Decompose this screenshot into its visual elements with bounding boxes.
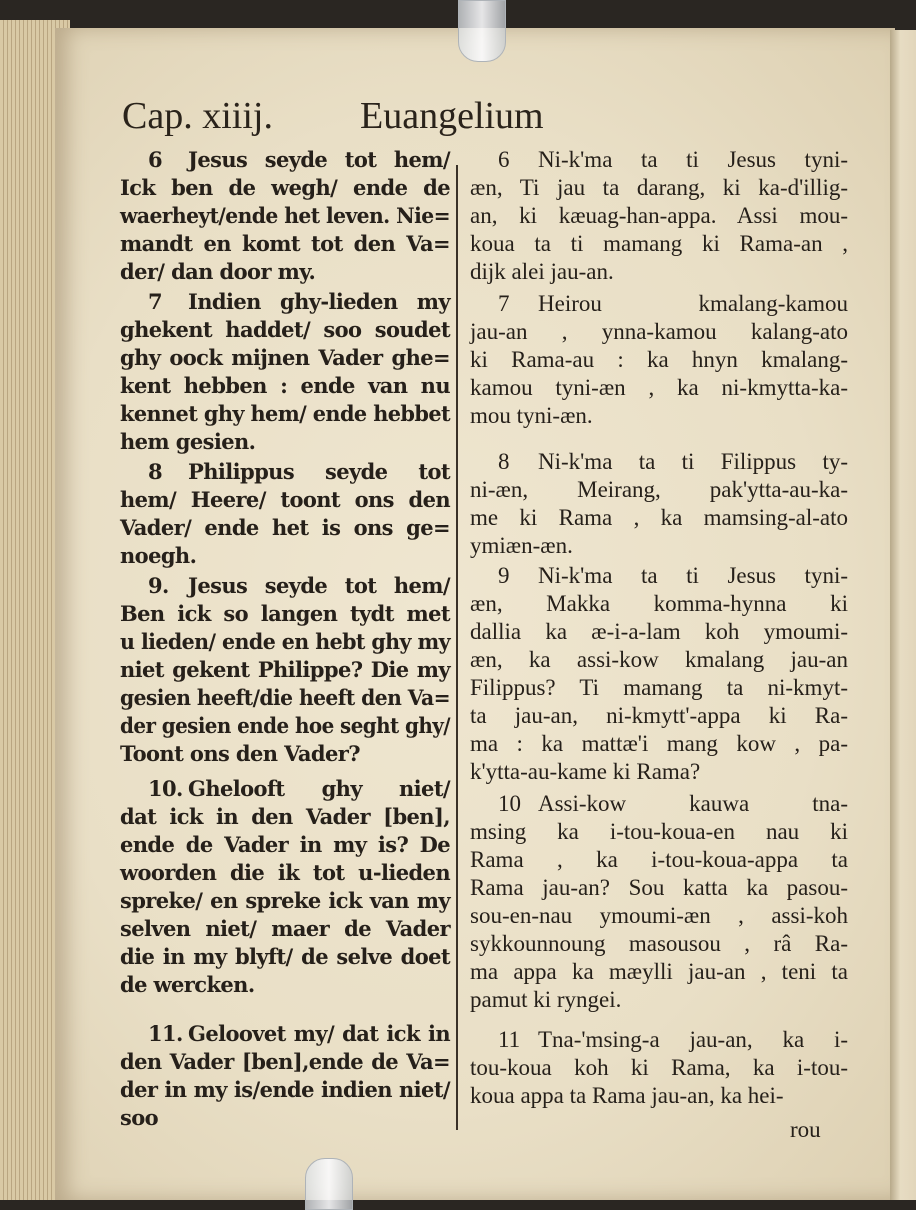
- text-line: koua ta ti mamang ki Rama-an ,: [470, 231, 848, 256]
- text-line: [120, 146, 450, 174]
- text-line: [120, 775, 450, 803]
- text-line: ende de Vader in my is? De: [120, 832, 450, 857]
- verse-number: 8: [498, 449, 510, 474]
- text-line: Ick ben de wegh/ ende de: [120, 175, 450, 200]
- text-line: noegh.: [120, 543, 197, 568]
- verse-number: 8: [148, 459, 163, 484]
- text-line: ghekent haddet/ soo soudet: [120, 317, 450, 342]
- verse-text: Indien ghy-lieden my: [188, 289, 450, 314]
- verse-7-formosan: [470, 290, 848, 430]
- text-line: de wercken.: [120, 972, 255, 997]
- text-line: æn, Makka komma-hynna ki: [470, 591, 848, 616]
- text-line: [120, 1020, 450, 1048]
- text-line: an, ki kæuag-han-appa. Assi mou-: [470, 203, 848, 228]
- verse-number: 6: [498, 147, 510, 172]
- text-line: k'ytta-au-kame ki Rama?: [470, 759, 701, 784]
- verse-text: Geloovet my/ dat ick in: [188, 1021, 450, 1046]
- text-line: Rama , ka i-tou-koua-appa ta: [470, 847, 848, 872]
- verse-11-dutch: [120, 1020, 450, 1132]
- verse-text: Jesus seyde tot hem/: [188, 573, 450, 598]
- verse-10-dutch: [120, 775, 450, 999]
- text-line: selven niet/ maer de Vader: [120, 916, 450, 941]
- text-line: sykkounnoung masousou , râ Ra-: [470, 931, 848, 956]
- column-divider: [456, 165, 458, 1130]
- text-line: ni-æn, Meirang, pak'ytta-au-ka-: [470, 477, 848, 502]
- text-line: mandt en komt tot den Va=: [120, 231, 450, 256]
- verse-6-dutch: [120, 146, 450, 286]
- text-line: jau-an , ynna-kamou kalang-ato: [470, 319, 848, 344]
- verse-8-formosan: [470, 448, 848, 560]
- text-line: æn, Ti jau ta darang, ki ka-d'illig-: [470, 175, 848, 200]
- text-line: der/ dan door my.: [120, 259, 316, 284]
- text-line: woorden die ik tot u-lieden: [120, 860, 450, 885]
- verse-text: Ni-k'ma ta ti Jesus tyni-: [538, 563, 848, 588]
- text-line: u lieden/ ende en hebt ghy my: [120, 629, 450, 654]
- page-clip-bottom: [305, 1158, 353, 1210]
- text-line: [470, 290, 848, 318]
- text-line: hem/ Heere/ toont ons den: [120, 487, 450, 512]
- text-line: tou-koua koh ki Rama, ka i-tou-: [470, 1055, 848, 1080]
- text-line: Rama jau-an? Sou katta ka pasou-: [470, 875, 848, 900]
- text-line: Ben ick so langen tydt met: [120, 601, 450, 626]
- text-line: gesien heeft/die heeft den Va=: [120, 685, 450, 710]
- verse-number: 10: [498, 791, 521, 816]
- chapter-heading: Cap. xiiij.: [122, 95, 273, 137]
- verse-number: 10.: [148, 776, 183, 801]
- facing-page-edge: [890, 30, 916, 1200]
- text-line: waerheyt/ende het leven. Nie=: [120, 203, 450, 228]
- text-line: spreke/ en spreke ick van my: [120, 888, 450, 913]
- verse-number: 6: [148, 147, 163, 172]
- text-line: mou tyni-æn.: [470, 403, 593, 428]
- verse-6-formosan: [470, 146, 848, 286]
- text-line: Filippus? Ti mamang ta ni-kmyt-: [470, 675, 848, 700]
- verse-number: 7: [498, 291, 510, 316]
- verse-text: Heirou kmalang-kamou: [538, 291, 848, 316]
- verse-number: 9: [498, 563, 510, 588]
- text-line: [470, 790, 848, 818]
- text-line: [470, 1026, 848, 1054]
- text-line: [470, 448, 848, 476]
- text-line: die in my blyft/ de selve doet: [120, 944, 450, 969]
- text-line: der gesien ende hoe seght ghy/: [120, 713, 450, 738]
- text-line: ki Rama-au : ka hnyn kmalang-: [470, 347, 848, 372]
- verse-9-formosan: [470, 562, 848, 786]
- text-line: hem gesien.: [120, 429, 256, 454]
- text-line: der in my is/ende indien niet/: [120, 1077, 450, 1102]
- verse-text: Ghelooft ghy niet/: [188, 776, 450, 801]
- running-title: Euangelium: [360, 95, 544, 137]
- text-line: ta jau-an, ni-kmytt'-appa ki Ra-: [470, 703, 848, 728]
- text-line: kent hebben : ende van nu: [120, 373, 450, 398]
- text-line: dat ick in den Vader [ben],: [120, 804, 450, 829]
- text-line: koua appa ta Rama jau-an, ka hei-: [470, 1083, 784, 1108]
- text-line: me ki Rama , ka mamsing-al-ato: [470, 505, 848, 530]
- verse-text: Tna-'msing-a jau-an, ka i-: [538, 1027, 848, 1052]
- catchword: rou: [790, 1117, 821, 1142]
- text-line: dallia ka æ-i-a-lam koh ymoumi-: [470, 619, 848, 644]
- verse-number: 11: [498, 1027, 521, 1052]
- text-line: niet gekent Philippe? Die my: [120, 657, 450, 682]
- text-line: ma appa ka mæylli jau-an , teni ta: [470, 959, 848, 984]
- text-line: Toont ons den Vader?: [120, 741, 360, 766]
- verse-number: 11.: [148, 1021, 183, 1046]
- text-line: [120, 288, 450, 316]
- text-line: æn, ka assi-kow kmalang jau-an: [470, 647, 848, 672]
- text-line: ymiæn-æn.: [470, 533, 573, 558]
- verse-text: Ni-k'ma ta ti Jesus tyni-: [538, 147, 848, 172]
- verse-number: 7: [148, 289, 163, 314]
- text-line: pamut ki ryngei.: [470, 987, 622, 1012]
- text-line: ghy oock mijnen Vader ghe=: [120, 345, 450, 370]
- verse-text: Philippus seyde tot: [188, 459, 450, 484]
- text-line: kamou tyni-æn , ka ni-kmytta-ka-: [470, 375, 848, 400]
- verse-8-dutch: [120, 458, 450, 570]
- text-line: dijk alei jau-an.: [470, 259, 614, 284]
- text-line: den Vader [ben],ende de Va=: [120, 1049, 450, 1074]
- text-line: [470, 562, 848, 590]
- verse-7-dutch: [120, 288, 450, 456]
- verse-number: 9.: [148, 573, 169, 598]
- verse-text: Ni-k'ma ta ti Filippus ty-: [538, 449, 848, 474]
- text-line: soo: [120, 1105, 159, 1130]
- text-line: [120, 458, 450, 486]
- text-line: sou-en-nau ymoumi-æn , assi-koh: [470, 903, 848, 928]
- text-line: kennet ghy hem/ ende hebbet: [120, 401, 450, 426]
- verse-text: Assi-kow kauwa tna-: [538, 791, 848, 816]
- text-line: [120, 572, 450, 600]
- text-line: Vader/ ende het is ons ge=: [120, 515, 450, 540]
- verse-9-dutch: [120, 572, 450, 768]
- verse-10-formosan: [470, 790, 848, 1014]
- page-clip-top: [458, 0, 506, 62]
- text-line: msing ka i-tou-koua-en nau ki: [470, 819, 848, 844]
- text-line: ma : ka mattæ'i mang kow , pa-: [470, 731, 848, 756]
- text-line: [470, 146, 848, 174]
- verse-text: Jesus seyde tot hem/: [188, 147, 450, 172]
- verse-11-formosan: [470, 1026, 848, 1110]
